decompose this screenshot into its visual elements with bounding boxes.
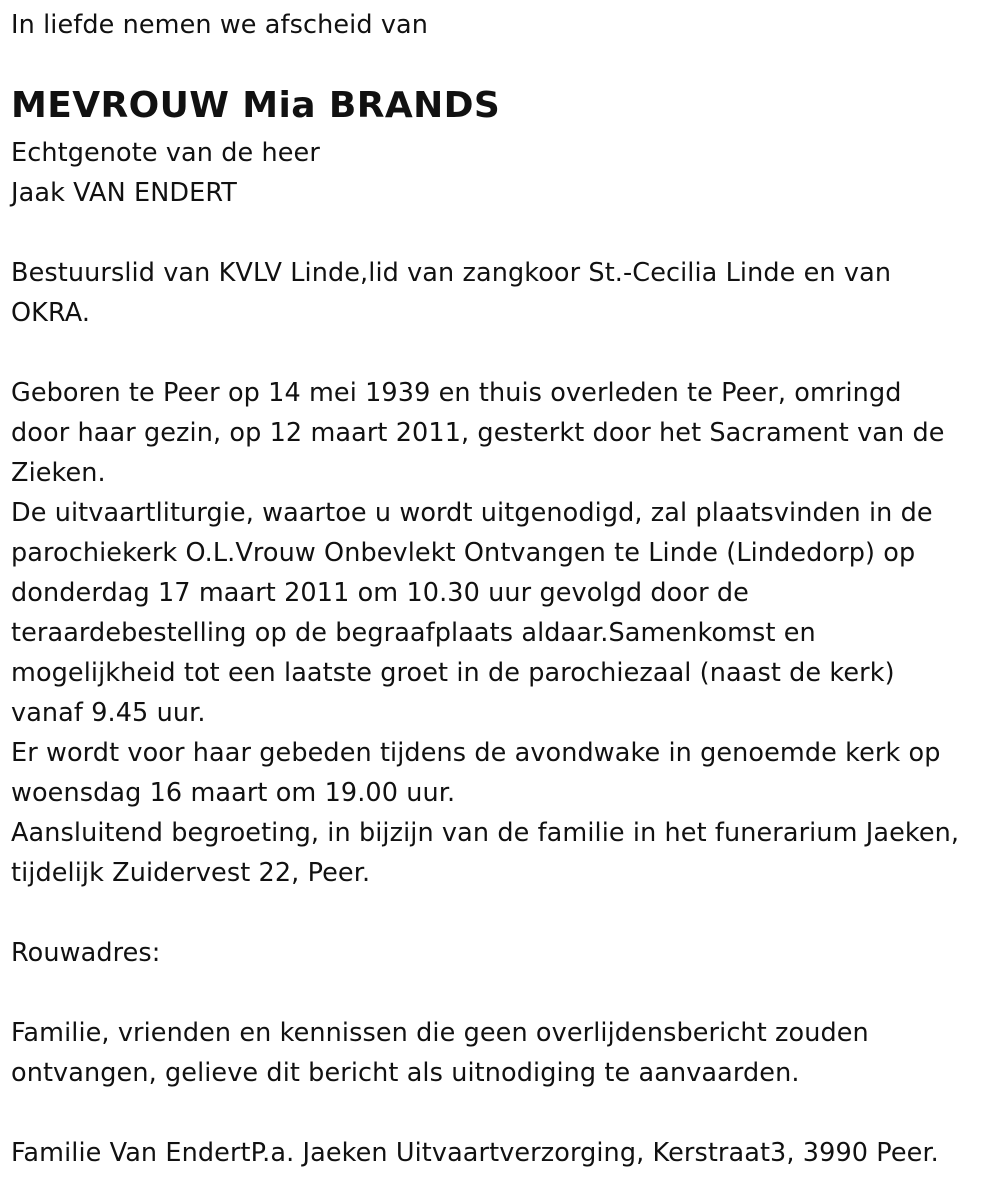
- detail-line: Aansluitend begroeting, in bijzijn van de familie in het funerarium Jaeken,: [11, 818, 960, 848]
- membership-block: [11, 253, 891, 333]
- intro-text: In liefde nemen we afscheid van: [11, 10, 429, 40]
- invitation-line: Familie, vrienden en kennissen die geen overlijdensbericht zouden: [11, 1018, 869, 1048]
- deceased-name: MEVROUW Mia BRANDS: [11, 85, 501, 126]
- detail-line: De uitvaartliturgie, waartoe u wordt uitgenodigd, zal plaatsvinden in de: [11, 498, 933, 528]
- detail-line: door haar gezin, op 12 maart 2011, gesterkt door het Sacrament van de: [11, 418, 945, 448]
- detail-line: donderdag 17 maart 2011 om 10.30 uur gevolgd door de: [11, 578, 749, 608]
- details-block: [11, 373, 959, 893]
- detail-line: parochiekerk O.L.Vrouw Onbevlekt Ontvangen te Linde (Lindedorp) op: [11, 538, 916, 568]
- detail-line: mogelijkheid tot een laatste groet in de parochiezaal (naast de kerk): [11, 658, 895, 688]
- invitation-block: [11, 1013, 869, 1093]
- detail-line: tijdelijk Zuidervest 22, Peer.: [11, 858, 371, 888]
- membership-line: Bestuurslid van KVLV Linde,lid van zangkoor St.-Cecilia Linde en van: [11, 258, 892, 288]
- detail-line: teraardebestelling op de begraafplaats aldaar.Samenkomst en: [11, 618, 816, 648]
- family-address-line: Familie Van EndertP.a. Jaeken Uitvaartverzorging, Kerstraat3, 3990 Peer.: [11, 1138, 939, 1168]
- mourning-address-label: Rouwadres:: [11, 938, 161, 968]
- detail-line: Geboren te Peer op 14 mei 1939 en thuis overleden te Peer, omringd: [11, 378, 902, 408]
- mourning-address-block: [11, 933, 161, 973]
- spouse-line: Jaak VAN ENDERT: [11, 178, 237, 208]
- detail-line: Er wordt voor haar gebeden tijdens de avondwake in genoemde kerk op: [11, 738, 941, 768]
- spouse-line: Echtgenote van de heer: [11, 138, 320, 168]
- detail-line: Zieken.: [11, 458, 106, 488]
- family-block: [11, 1133, 939, 1173]
- invitation-line: ontvangen, gelieve dit bericht als uitnodiging te aanvaarden.: [11, 1058, 800, 1088]
- detail-line: vanaf 9.45 uur.: [11, 698, 206, 728]
- membership-line: OKRA.: [11, 298, 91, 328]
- detail-line: woensdag 16 maart om 19.00 uur.: [11, 778, 456, 808]
- spouse-block: [11, 133, 320, 213]
